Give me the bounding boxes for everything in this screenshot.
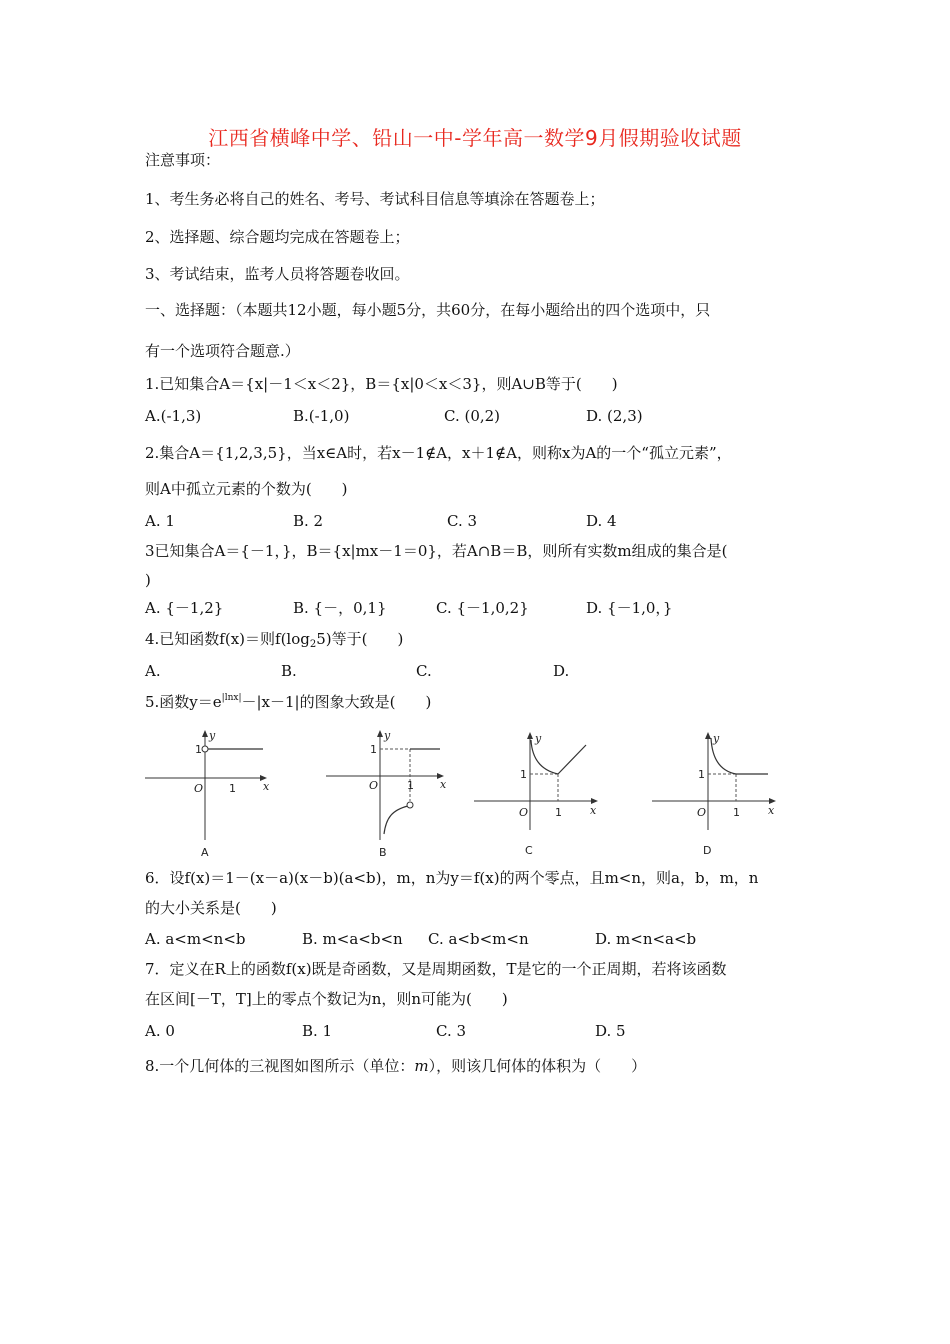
graph-b-tick-y: 1 bbox=[370, 743, 377, 756]
question-7-stem-line-2: 在区间[－T，T]上的零点个数记为n，则n可能为( ) bbox=[145, 990, 508, 1008]
q4-option-d: D. bbox=[553, 662, 570, 680]
question-1-stem: 1.已知集合A＝{x|－1＜x＜2}，B＝{x|0＜x＜3}，则A∪B等于( ) bbox=[145, 375, 618, 393]
question-8-stem bbox=[145, 1056, 646, 1076]
q5-graph-d bbox=[650, 728, 785, 867]
notice-item-1: 1、考生务必将自己的姓名、考号、考试科目信息等填涂在答题卷上； bbox=[145, 190, 605, 208]
q6-option-c: C. a<b<m<n bbox=[428, 930, 529, 948]
graph-d-tick-x: 1 bbox=[733, 806, 740, 819]
question-7-stem-line-1: 7．定义在R上的函数f(x)既是奇函数，又是周期函数，T是它的一个正周期，若将该函数 bbox=[145, 960, 727, 978]
graph-a-y-label: y bbox=[209, 729, 216, 742]
q2-option-d: D. 4 bbox=[586, 512, 617, 530]
q2-option-b: B. 2 bbox=[293, 512, 324, 530]
q8-unit: m bbox=[414, 1057, 429, 1075]
q5-graph-a bbox=[145, 728, 275, 867]
graph-c-x-label: x bbox=[590, 804, 597, 817]
q5-exponent: |lnx| bbox=[221, 693, 242, 703]
graph-c-tick-x: 1 bbox=[555, 806, 562, 819]
q3-option-c: C. {－1,0,2} bbox=[436, 599, 529, 617]
graph-a-open-point bbox=[202, 746, 208, 752]
q4-option-b: B. bbox=[281, 662, 297, 680]
graph-c-curve-right bbox=[558, 745, 586, 774]
graph-b-y-arrow bbox=[377, 730, 383, 737]
notice-item-2: 2、选择题、综合题均完成在答题卷上； bbox=[145, 228, 410, 246]
graph-b-y-label: y bbox=[384, 729, 391, 742]
q3-option-d: D. {－1,0，} bbox=[586, 599, 673, 617]
graph-a-tick-x: 1 bbox=[229, 782, 236, 795]
graph-d-origin: O bbox=[697, 806, 707, 819]
q3-option-a: A. {－1,2} bbox=[145, 599, 224, 617]
graph-a-tick-y: 1 bbox=[195, 743, 202, 756]
exam-title: 江西省横峰中学、铅山一中-学年高一数学9月假期验收试题 bbox=[208, 126, 742, 150]
q7-option-d: D. 5 bbox=[595, 1022, 626, 1040]
question-6-stem-line-1: 6．设f(x)＝1－(x－a)(x－b)(a<b)，m，n为y＝f(x)的两个零点，且m<n，则a，b，m，n bbox=[145, 869, 759, 887]
graph-b-origin: O bbox=[369, 779, 379, 792]
graph-b-letter: B bbox=[379, 846, 387, 859]
graph-d-tick-y: 1 bbox=[698, 768, 705, 781]
question-2-stem-line-1: 2.集合A＝{1,2,3,5}，当x∈A时，若x－1∉A，x＋1∉A，则称x为A的一个“孤立元素”， bbox=[145, 444, 732, 462]
q4-option-c: C. bbox=[416, 662, 432, 680]
q2-option-c: C. 3 bbox=[447, 512, 478, 530]
q6-option-a: A. a<m<n<b bbox=[145, 930, 246, 948]
q6-option-b: B. m<a<b<n bbox=[302, 930, 403, 948]
graph-c-y-label: y bbox=[535, 732, 542, 745]
graph-b-tick-x: 1 bbox=[407, 779, 414, 792]
graph-c-letter: C bbox=[525, 844, 533, 857]
q1-option-d: D. (2,3) bbox=[586, 407, 643, 425]
q8-stem-pre: 8.一个几何体的三视图如图所示（单位： bbox=[145, 1057, 415, 1075]
graph-b-curve-left bbox=[384, 806, 408, 834]
question-2-stem-line-2: 则A中孤立元素的个数为( ) bbox=[145, 480, 348, 498]
q7-option-a: A. 0 bbox=[145, 1022, 175, 1040]
graph-c-y-arrow bbox=[527, 732, 533, 739]
q5-graph-c bbox=[472, 728, 607, 867]
question-5-stem bbox=[145, 688, 431, 712]
section-heading-line-2: 有一个选项符合题意.） bbox=[145, 342, 300, 360]
graph-a-letter: A bbox=[201, 846, 209, 859]
graph-c-origin: O bbox=[519, 806, 529, 819]
question-6-stem-line-2: 的大小关系是( ) bbox=[145, 899, 277, 917]
q4-stem-post: 5)等于( ) bbox=[316, 630, 404, 648]
graph-d-y-label: y bbox=[713, 732, 720, 745]
q5-graph-b bbox=[322, 728, 452, 867]
question-3-stem-line-2: ) bbox=[145, 571, 151, 589]
graph-c-tick-y: 1 bbox=[520, 768, 527, 781]
q3-option-b: B. {－，0,1} bbox=[293, 599, 387, 617]
graph-b-open-point bbox=[407, 802, 413, 808]
q7-option-b: B. 1 bbox=[302, 1022, 333, 1040]
q4-option-a: A. bbox=[145, 662, 161, 680]
graph-a-y-arrow bbox=[202, 730, 208, 737]
graph-c-curve-left bbox=[531, 740, 558, 774]
q7-option-c: C. 3 bbox=[436, 1022, 467, 1040]
q1-option-a: A.(-1,3) bbox=[145, 407, 202, 425]
q8-stem-post: ），则该几何体的体积为（ ） bbox=[428, 1057, 647, 1075]
graph-b-x-label: x bbox=[440, 778, 447, 791]
q4-stem-pre: 4.已知函数f(x)＝则f(log bbox=[145, 630, 310, 648]
question-4-stem bbox=[145, 629, 403, 655]
q1-option-b: B.(-1,0) bbox=[293, 407, 350, 425]
question-3-stem-line-1: 3已知集合A＝{－1，}，B＝{x|mx－1＝0}，若A∩B＝B，则所有实数m组成的集合是( bbox=[145, 542, 728, 560]
notice-heading: 注意事项： bbox=[145, 151, 221, 169]
graph-a-x-label: x bbox=[263, 780, 270, 793]
q5-stem-post: －|x－1|的图象大致是( ) bbox=[241, 693, 432, 711]
q5-stem-pre: 5.函数y＝e bbox=[145, 693, 222, 711]
q1-option-c: C. (0,2) bbox=[444, 407, 501, 425]
graph-d-letter: D bbox=[703, 844, 712, 857]
q4-log-base: 2 bbox=[309, 639, 317, 650]
graph-d-y-arrow bbox=[705, 732, 711, 739]
graph-a-origin: O bbox=[194, 782, 204, 795]
q2-option-a: A. 1 bbox=[145, 512, 175, 530]
notice-item-3: 3、考试结束，监考人员将答题卷收回。 bbox=[145, 265, 410, 283]
graph-d-x-label: x bbox=[768, 804, 775, 817]
section-heading-line-1: 一、选择题：（本题共12小题，每小题5分，共60分，在每小题给出的四个选项中，只 bbox=[145, 301, 711, 319]
q6-option-d: D. m<n<a<b bbox=[595, 930, 697, 948]
